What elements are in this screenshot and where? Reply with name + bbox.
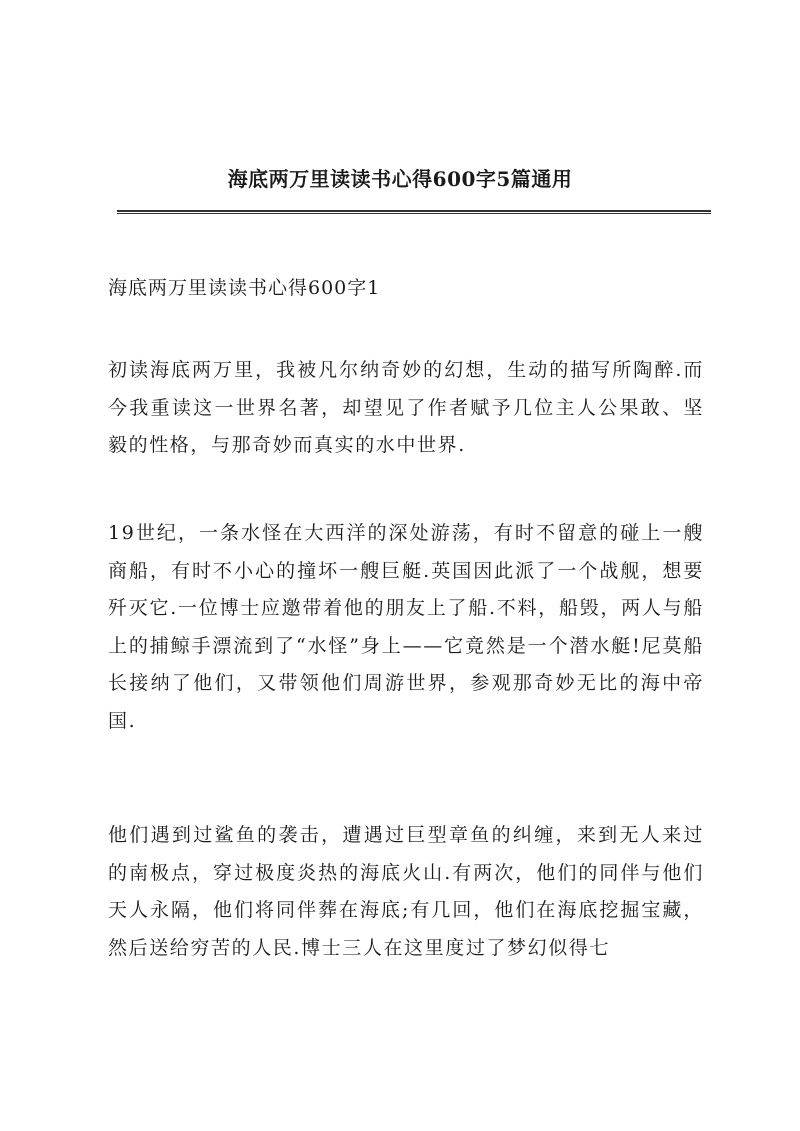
- document-title: 海底两万里读读书心得600字5篇通用: [227, 167, 573, 191]
- paragraph-1: 初读海底两万里，我被凡尔纳奇妙的幻想，生动的描写所陶醉.而今我重读这一世界名著，却望见了作者赋予几位主人公果敢、坚毅的性格，与那奇妙而真实的水中世界.: [108, 359, 704, 456]
- paragraph-3: 他们遇到过鲨鱼的袭击，遭遇过巨型章鱼的纠缠，来到无人来过的南极点，穿过极度炎热的海底火山.有两次，他们的同伴与他们天人永隔，他们将同伴葬在海底;有几回，他们在海底挖掘宝藏，然后送给穷苦的人民.博士三人在这里度过了梦幻似得七: [108, 824, 704, 959]
- section-heading: 海底两万里读读书心得600字1: [108, 277, 381, 299]
- title-divider: [117, 210, 711, 214]
- paragraph-2: 19世纪，一条水怪在大西洋的深处游荡，有时不留意的碰上一艘商船，有时不小心的撞坏一艘巨艇.英国因此派了一个战舰，想要歼灭它.一位博士应邀带着他的朋友上了船.不料，船毁，两人与船上的捕鲸手漂流到了“水怪”身上——它竟然是一个潜水艇!尼莫船长接纳了他们，又带领他们周游世界，参观那奇妙无比的海中帝国.: [108, 522, 704, 732]
